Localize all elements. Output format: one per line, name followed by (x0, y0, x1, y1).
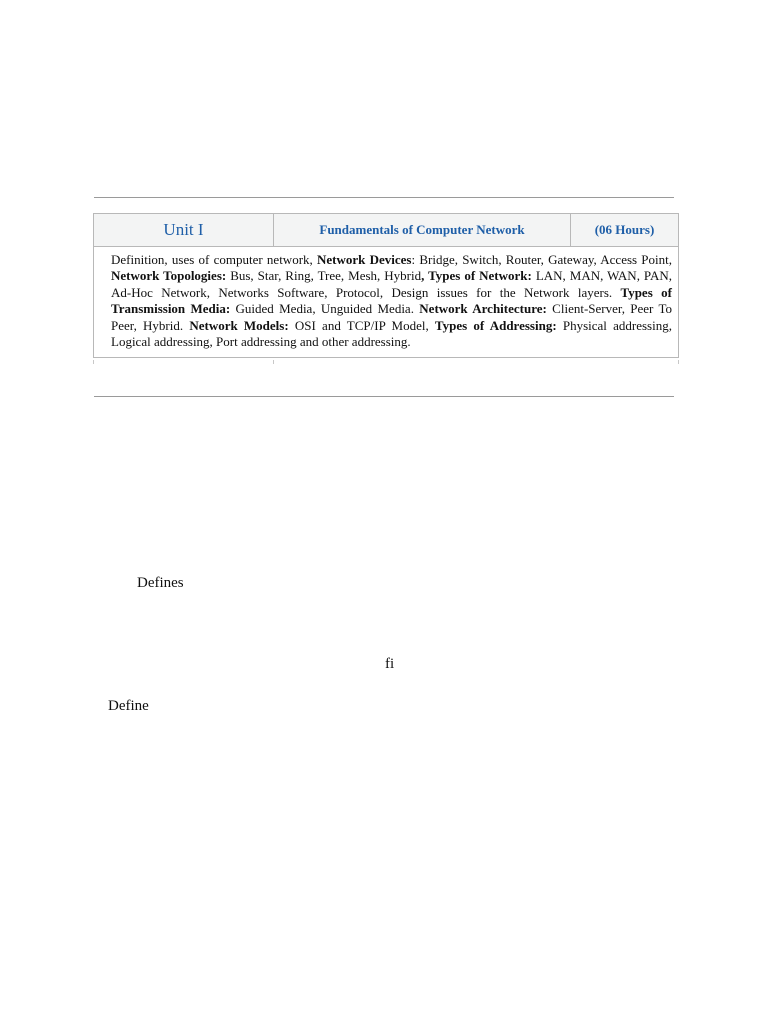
unit-title: Fundamentals of Computer Network (274, 214, 571, 247)
syllabus-run: LAN, MAN, WAN, PAN, Ad-Hoc Network, Networks Software, Protocol, Design issues for the Network layers. (111, 268, 672, 300)
syllabus-text (94, 247, 679, 358)
unit-content-row (94, 247, 679, 358)
syllabus-run: Bus, Star, Ring, Tree, Mesh, Hybrid (226, 268, 422, 284)
syllabus-term: Types of Transmission Media: (111, 284, 672, 317)
unit-header-row (94, 214, 679, 247)
stray-text-defines: Defines (137, 575, 184, 591)
syllabus-run: OSI and TCP/IP Model, (288, 317, 435, 333)
syllabus-term: Network Models: (189, 317, 289, 333)
syllabus-term: Types of Addressing: (434, 317, 557, 333)
unit-table (93, 213, 679, 358)
syllabus-run: Definition, uses of computer network, (111, 252, 318, 267)
table-border-tick-mid (273, 360, 274, 364)
syllabus-term: Network Architecture: (419, 301, 547, 317)
table-border-tick-left (93, 360, 94, 364)
syllabus-term: , Types of Network: (421, 268, 532, 284)
syllabus-run: : Bridge, Switch, Router, Gateway, Access Point, (411, 252, 673, 267)
stray-text-define: Define (108, 698, 149, 714)
horizontal-rule-bottom (94, 396, 674, 397)
syllabus-term: Network Topologies: (111, 268, 227, 284)
syllabus-run: Physical addressing, Logical addressing, Port addressing and other addressing. (111, 317, 672, 350)
syllabus-term: Network Devices (317, 252, 412, 267)
table-border-tick-right (678, 360, 679, 364)
stray-text-fi: fi (385, 656, 395, 672)
unit-hours: (06 Hours) (571, 214, 679, 247)
unit-label: Unit I (94, 214, 274, 247)
syllabus-run: Guided Media, Unguided Media. (230, 301, 420, 317)
horizontal-rule-top (94, 197, 674, 198)
syllabus-run: Client-Server, Peer To Peer, Hybrid. (111, 301, 672, 333)
